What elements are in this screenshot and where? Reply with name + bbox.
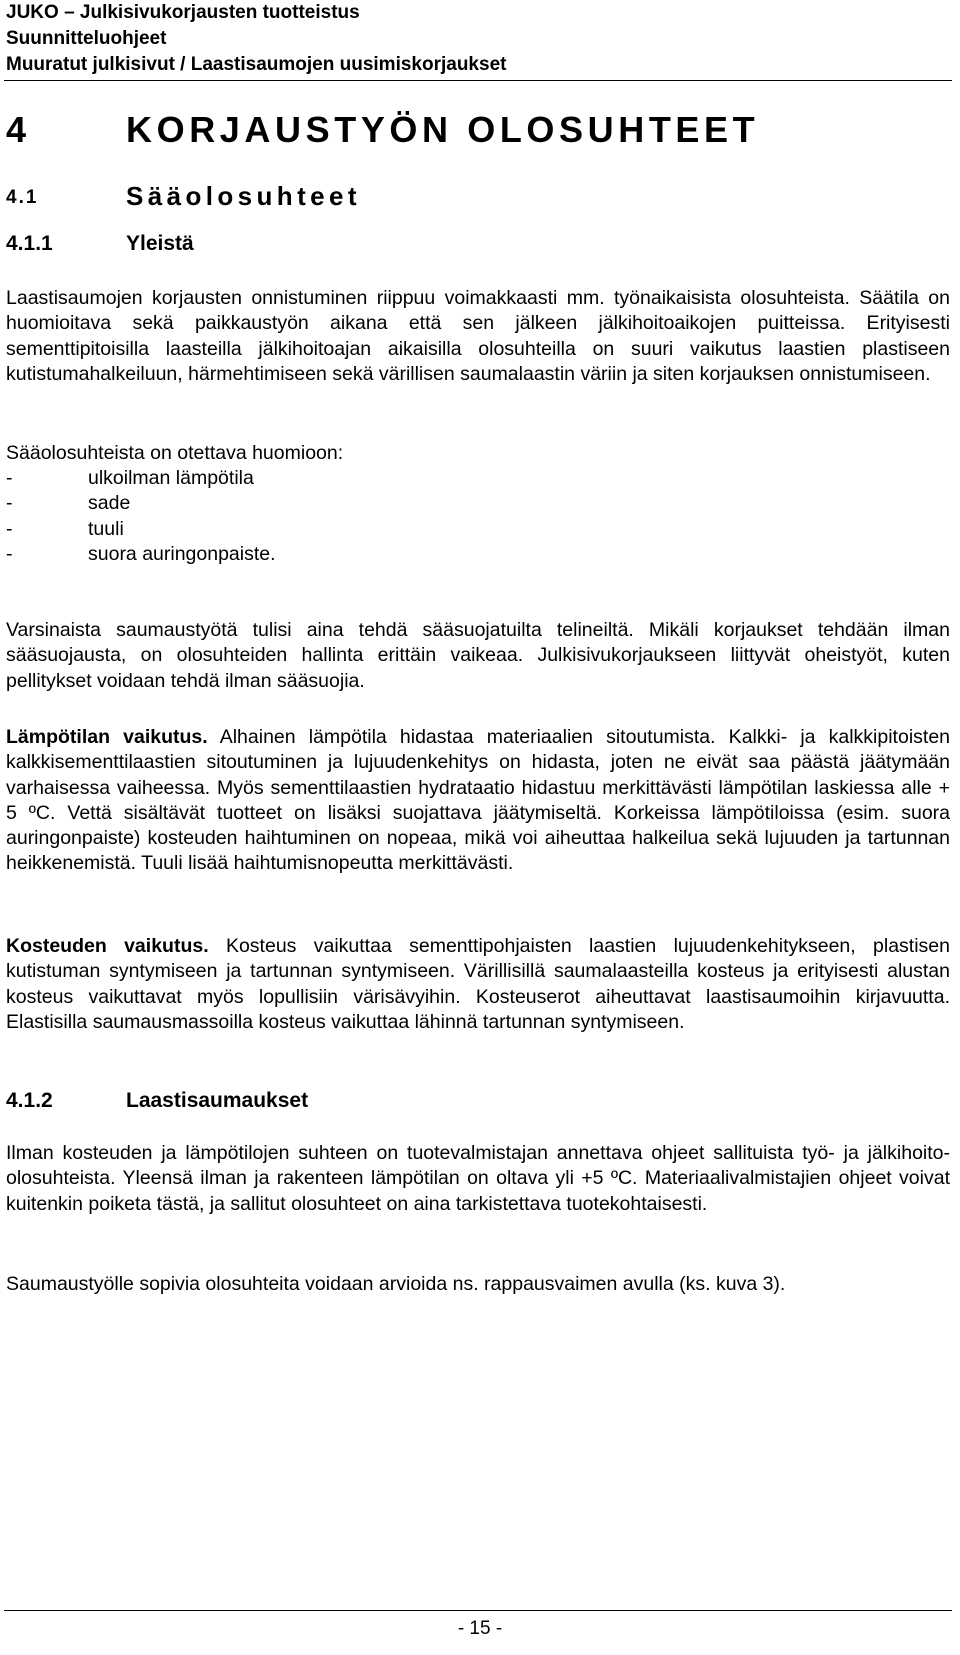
list-item [6,542,606,567]
running-header [6,0,946,78]
list-item-text: tuuli [88,517,124,540]
paragraph-temperature-lead: Lämpötilan vaikutus. [6,726,208,748]
chapter-title: KORJAUSTYÖN OLOSUHTEET [126,109,760,150]
list-item [6,466,606,491]
header-line-1: JUKO – Julkisivukorjausten tuotteistus [6,2,360,23]
paragraph-temperature-body: Alhainen lämpötila hidastaa materiaalien sitoutumista. Kalkki- ja kalkkipitoisten kalkkisementtilaastien sitoutuminen ja lujuudenkehitys on hidasta, joten ne eivät saa päästä jäätymään varhaisessa vaiheessa. Myös sementtilaastien hydrataatio hidastuu merkittävästi lämpötilan laskiessa alle + 5 ºC. Vettä sisältävät tuotteet on lisäksi suojattava jäätymiseltä. Korkeissa lämpötiloissa (esim. suora auringonpaiste) kosteuden haihtuminen on nopeaa, mikä voi aiheuttaa halkeilua sekä lujuuden ja tartunnan heikkenemistä. Tuuli lisää haihtumisnopeutta merkittävästi. [6,726,951,875]
subsection-title-2: Laastisaumaukset [126,1089,309,1112]
list-bullet: - [6,467,13,489]
section-number: 4.1 [6,187,39,208]
list-item-text: suora auringonpaiste. [88,542,276,565]
paragraph-moisture-lead: Kosteuden vaikutus. [6,935,209,957]
list-item-text: ulkoilman lämpötila [88,467,254,489]
weather-conditions-list [6,466,606,567]
paragraph-grouting-conditions: Ilman kosteuden ja lämpötilojen suhteen on tuotevalmistajan annettava ohjeet sallituista työ- ja jälkihoito-olosuhteista. Yleensä ilman ja rakenteen lämpötilan on oltava yli +5 ºC. Materiaalivalmistajien ohjeet voivat kuitenkin poiketa tästä, ja sallitut olosuhteet on aina tarkistettava tuotekohtaisesti. [6,1142,950,1215]
list-intro: Sääolosuhteista on otettava huomioon: [6,442,344,464]
header-line-2: Suunnitteluohjeet [6,28,167,49]
paragraph-moisture-body: Kosteus vaikuttaa sementtipohjaisten laastien lujuudenkehitykseen, plastisen kutistuman syntymiseen ja tartunnan syntymiseen. Värillisillä saumalaasteilla kosteus ja erityisesti alustan kosteus vaikuttavat myös lopullisiin värisävyihin. Kosteuserot aiheuttavat laastisaumoihin kirjavuutta. Elastisilla saumausmassoilla kosteus vaikuttaa lähinnä tartunnan syntymiseen. [6,935,950,1033]
paragraph-intro: Laastisaumojen korjausten onnistuminen riippuu voimakkaasti mm. työnaikaisista olosuhteista. Säätila on huomioitava sekä paikkaustyön aikana että sen jälkeen jälkihoitoaikojen puitteissa. Erityisesti sementtipitoisilla laasteilla jälkihoitoajan aikaisilla olosuhteilla on suuri vaikutus laastien plastiseen kutistumahalkeiluun, härmehtimiseen sekä värillisen saumalaastin väriin ja siten korjauksen onnistumiseen. [6,287,950,385]
list-item [6,491,606,516]
paragraph-moisture [6,934,950,1035]
paragraph-weather-protection: Varsinaista saumaustyötä tulisi aina tehdä sääsuojatuilta telineiltä. Mikäli korjaukset tehdään ilman sääsuojausta, on olosuhteiden hallinta erittäin vaikeaa. Julkisivukorjaukseen liittyvät oheistyöt, kuten pellitykset voidaan tehdä ilman sääsuojia. [6,619,950,692]
list-bullet: - [6,542,13,565]
page-number: - 15 - [457,1618,503,1639]
header-line-3: Muuratut julkisivut / Laastisaumojen uusimiskorjaukset [6,54,507,75]
subsection-number-2: 4.1.2 [6,1089,53,1112]
paragraph-temperature [6,725,950,877]
list-item [6,517,606,542]
paragraph-grouting-assessment: Saumaustyölle sopivia olosuhteita voidaan arvioida ns. rappausvaimen avulla (ks. kuva 3). [6,1273,786,1295]
subsection-title-1: Yleistä [126,232,194,255]
header-divider [4,80,952,81]
section-title: Sääolosuhteet [126,181,361,211]
footer-divider [4,1610,952,1611]
list-bullet: - [6,517,13,540]
list-item-text: sade [88,492,131,515]
subsection-number-1: 4.1.1 [6,232,53,255]
chapter-number: 4 [6,109,27,150]
list-bullet: - [6,492,13,515]
